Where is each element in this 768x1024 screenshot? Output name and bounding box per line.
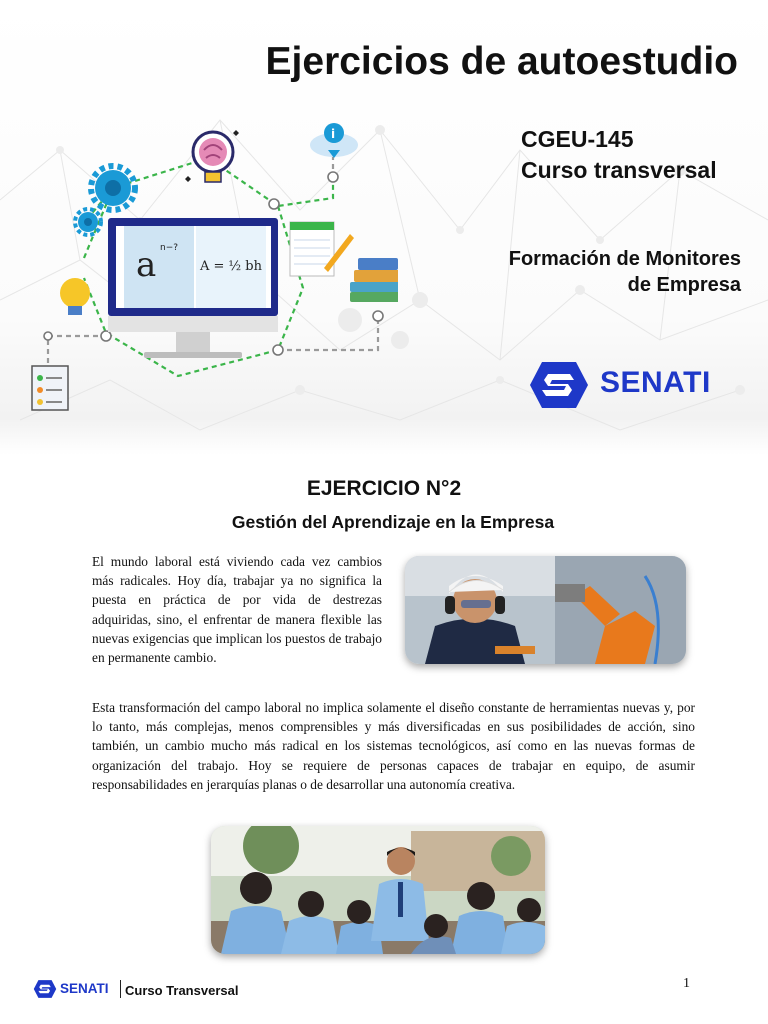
students-group-photo [211,826,545,954]
senati-logo-icon [528,360,590,410]
books-icon [350,258,398,302]
brain-bulb-icon [185,130,239,182]
lightbulb-icon [60,278,90,315]
checklist-icon [32,366,68,410]
footer-brand: SENATI [60,981,109,996]
senati-brand: SENATI [600,366,711,399]
monitor-icon [108,218,278,358]
footer-divider [120,980,121,998]
formula-a: a [136,245,157,285]
footer-course-label: Curso Transversal [125,983,239,998]
course-info [521,124,717,186]
program-line-2: de Empresa [627,274,741,296]
course-type: Curso transversal [521,157,717,183]
cloud-info-icon [310,123,358,158]
formula-exponent: n−? [160,243,179,253]
notebook-icon [290,222,354,276]
header-illustration [28,118,398,418]
footer-senati-logo-icon [33,978,57,1000]
paragraph-1: El mundo laboral está viviendo cada vez cambios más radicales. Hoy día, trabajar ya no significa la puesta en práctica de por vida de destrezas adquiridas, sino, el enfrentar de manera flexible las nuevas exigencias que implican los puestos de trabajo en permanente cambio. [92,554,382,666]
worker-robot-photo [405,556,686,664]
exercise-subtitle: Gestión del Aprendizaje en la Empresa [231,512,555,532]
main-title: Ejercicios de autoestudio [265,40,738,83]
program-line-1: Formación de Monitores [508,248,741,270]
program-name [430,246,741,298]
formula-area: A = ½ bh [200,259,262,274]
exercise-title: EJERCICIO N°2 [306,477,462,500]
page-number: 1 [683,976,690,991]
paragraph-2: Esta transformación del campo laboral no implica solamente el diseño constante de herramientas nuevas y, por lo tanto, más complejas, menos comprensibles y más diversificadas en sus posibilidades de acción, sino también, un cambio mucho más radical en los sistemas tecnológicos, así como en las nuevas formas de organización del trabajo. Hoy se requiere de personas capaces de trabajar en equipo, de asumir responsabilidades en jerarquías planas o de desarrollar una autonomía creativa. [92,700,695,792]
svg-text:i: i [331,127,336,141]
course-code: CGEU-145 [521,126,634,152]
